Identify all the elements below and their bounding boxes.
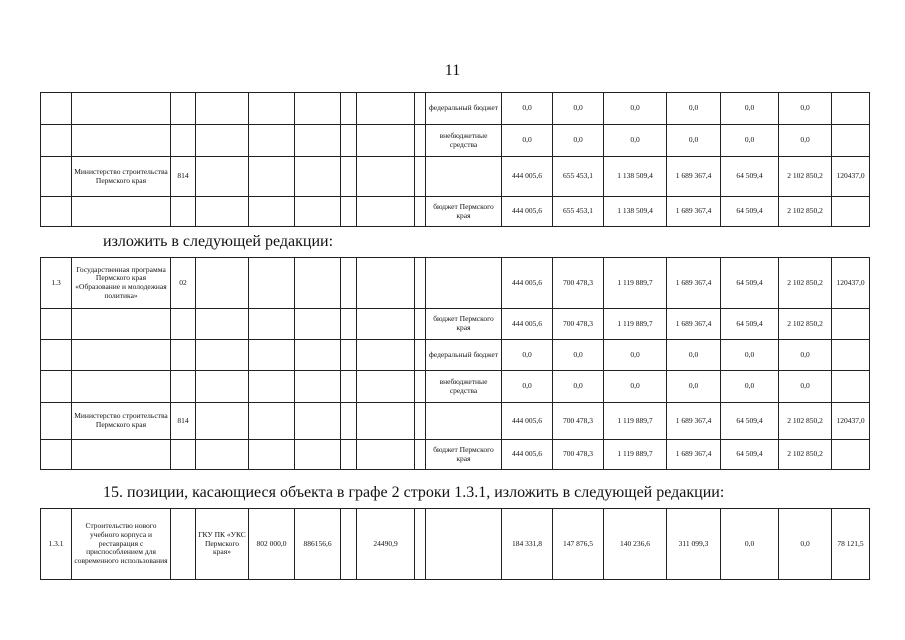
executor-cell: [196, 340, 249, 371]
value-cell-7: [832, 125, 870, 157]
value-cell-6: 0,0: [779, 509, 832, 580]
row-number-cell: [41, 340, 72, 371]
col7-cell: [341, 309, 357, 340]
funding-source-cell: федеральный бюджет: [426, 93, 502, 125]
col5-cell: [249, 197, 295, 227]
funding-source-cell: [426, 509, 502, 580]
value-cell-6: 2 102 850,2: [779, 440, 832, 470]
value-cell-6: 2 102 850,2: [779, 157, 832, 197]
col6-cell: [295, 125, 341, 157]
value-cell-4: 1 689 367,4: [667, 258, 721, 309]
value-cell-5: 0,0: [721, 125, 779, 157]
section-heading: изложить в следующей редакции:: [103, 233, 334, 250]
col8-cell: [357, 403, 415, 440]
col8-cell: [357, 340, 415, 371]
col7-cell: [341, 371, 357, 403]
value-cell-1: 444 005,6: [502, 157, 553, 197]
table-row: [41, 509, 870, 580]
value-cell-4: 1 689 367,4: [667, 157, 721, 197]
col7-cell: [341, 340, 357, 371]
col8-cell: 24490,9: [357, 509, 415, 580]
col8-cell: [357, 258, 415, 309]
value-cell-4: 1 689 367,4: [667, 403, 721, 440]
table-row: [41, 258, 870, 309]
row-number-cell: [41, 197, 72, 227]
value-cell-7: [832, 340, 870, 371]
code-cell: [171, 371, 196, 403]
value-cell-3: 1 119 889,7: [604, 403, 667, 440]
col9-cell: [415, 440, 426, 470]
value-cell-3: 140 236,6: [604, 509, 667, 580]
executor-cell: [196, 125, 249, 157]
value-cell-3: 1 119 889,7: [604, 309, 667, 340]
code-cell: [171, 93, 196, 125]
table-row: [41, 197, 870, 227]
value-cell-5: 64 509,4: [721, 309, 779, 340]
funding-source-cell: [426, 157, 502, 197]
value-cell-4: 0,0: [667, 371, 721, 403]
value-cell-1: 184 331,8: [502, 509, 553, 580]
col9-cell: [415, 125, 426, 157]
value-cell-2: 655 453,1: [553, 197, 604, 227]
row-number-cell: [41, 93, 72, 125]
name-cell: Министерство строительства Пермского края: [72, 157, 171, 197]
table-row: [41, 309, 870, 340]
col8-cell: [357, 440, 415, 470]
col7-cell: [341, 125, 357, 157]
value-cell-7: [832, 309, 870, 340]
col5-cell: [249, 440, 295, 470]
executor-cell: [196, 258, 249, 309]
row-number-cell: [41, 309, 72, 340]
value-cell-4: 311 099,3: [667, 509, 721, 580]
value-cell-7: [832, 93, 870, 125]
value-cell-2: 0,0: [553, 93, 604, 125]
col6-cell: [295, 258, 341, 309]
table-row: [41, 125, 870, 157]
value-cell-7: [832, 197, 870, 227]
col8-cell: [357, 197, 415, 227]
value-cell-5: 64 509,4: [721, 403, 779, 440]
value-cell-1: 0,0: [502, 340, 553, 371]
col7-cell: [341, 157, 357, 197]
funding-source-cell: бюджет Пермского края: [426, 197, 502, 227]
col9-cell: [415, 93, 426, 125]
code-cell: 814: [171, 157, 196, 197]
col8-cell: [357, 125, 415, 157]
executor-cell: [196, 157, 249, 197]
row-number-cell: [41, 403, 72, 440]
row-number-cell: 1.3: [41, 258, 72, 309]
col5-cell: [249, 125, 295, 157]
value-cell-6: 0,0: [779, 125, 832, 157]
table-row: [41, 93, 870, 125]
value-cell-4: 0,0: [667, 125, 721, 157]
value-cell-1: 444 005,6: [502, 309, 553, 340]
value-cell-2: 700 478,3: [553, 309, 604, 340]
col8-cell: [357, 157, 415, 197]
value-cell-5: 64 509,4: [721, 197, 779, 227]
funding-source-cell: бюджет Пермского края: [426, 440, 502, 470]
col9-cell: [415, 371, 426, 403]
executor-cell: [196, 309, 249, 340]
col5-cell: [249, 371, 295, 403]
name-cell: [72, 125, 171, 157]
code-cell: [171, 509, 196, 580]
executor-cell: [196, 371, 249, 403]
value-cell-2: 655 453,1: [553, 157, 604, 197]
code-cell: [171, 440, 196, 470]
value-cell-4: 1 689 367,4: [667, 440, 721, 470]
value-cell-1: 444 005,6: [502, 403, 553, 440]
value-cell-6: 0,0: [779, 340, 832, 371]
name-cell: Министерство строительства Пермского края: [72, 403, 171, 440]
col9-cell: [415, 340, 426, 371]
funding-source-cell: внебюджетные средства: [426, 125, 502, 157]
value-cell-7: 120437,0: [832, 258, 870, 309]
value-cell-4: 1 689 367,4: [667, 309, 721, 340]
executor-cell: [196, 440, 249, 470]
funding-source-cell: бюджет Пермского края: [426, 309, 502, 340]
table-row: [41, 440, 870, 470]
col9-cell: [415, 197, 426, 227]
value-cell-6: 0,0: [779, 371, 832, 403]
value-cell-2: 700 478,3: [553, 440, 604, 470]
code-cell: 02: [171, 258, 196, 309]
value-cell-6: 2 102 850,2: [779, 197, 832, 227]
col7-cell: [341, 403, 357, 440]
col9-cell: [415, 258, 426, 309]
value-cell-3: 0,0: [604, 371, 667, 403]
value-cell-3: 1 119 889,7: [604, 258, 667, 309]
row-number-cell: [41, 371, 72, 403]
col9-cell: [415, 509, 426, 580]
value-cell-5: 0,0: [721, 340, 779, 371]
executor-cell: [196, 93, 249, 125]
value-cell-5: 64 509,4: [721, 258, 779, 309]
funding-source-cell: [426, 403, 502, 440]
value-cell-1: 444 005,6: [502, 258, 553, 309]
value-cell-1: 0,0: [502, 125, 553, 157]
code-cell: [171, 309, 196, 340]
value-cell-3: 0,0: [604, 93, 667, 125]
col6-cell: [295, 340, 341, 371]
value-cell-1: 0,0: [502, 371, 553, 403]
value-cell-4: 0,0: [667, 340, 721, 371]
name-cell: [72, 93, 171, 125]
name-cell: [72, 340, 171, 371]
col8-cell: [357, 371, 415, 403]
row-number-cell: [41, 157, 72, 197]
code-cell: 814: [171, 403, 196, 440]
value-cell-6: 2 102 850,2: [779, 309, 832, 340]
value-cell-5: 0,0: [721, 509, 779, 580]
value-cell-1: 444 005,6: [502, 197, 553, 227]
col6-cell: [295, 157, 341, 197]
name-cell: Строительство нового учебного корпуса и реставрация с приспособлением для современного использования: [72, 509, 171, 580]
col6-cell: [295, 197, 341, 227]
value-cell-3: 1 119 889,7: [604, 440, 667, 470]
value-cell-7: 120437,0: [832, 157, 870, 197]
value-cell-3: 0,0: [604, 340, 667, 371]
value-cell-3: 0,0: [604, 125, 667, 157]
code-cell: [171, 340, 196, 371]
col7-cell: [341, 509, 357, 580]
value-cell-7: [832, 440, 870, 470]
col5-cell: [249, 340, 295, 371]
value-cell-5: 0,0: [721, 93, 779, 125]
row-number-cell: [41, 125, 72, 157]
value-cell-5: 0,0: [721, 371, 779, 403]
value-cell-6: 2 102 850,2: [779, 403, 832, 440]
code-cell: [171, 197, 196, 227]
col5-cell: [249, 157, 295, 197]
value-cell-6: 0,0: [779, 93, 832, 125]
value-cell-7: 120437,0: [832, 403, 870, 440]
col6-cell: [295, 93, 341, 125]
budget-table-new: [40, 257, 870, 470]
value-cell-6: 2 102 850,2: [779, 258, 832, 309]
col8-cell: [357, 93, 415, 125]
col6-cell: 886156,6: [295, 509, 341, 580]
value-cell-2: 700 478,3: [553, 258, 604, 309]
table-row: [41, 157, 870, 197]
value-cell-7: [832, 371, 870, 403]
col7-cell: [341, 93, 357, 125]
col9-cell: [415, 403, 426, 440]
col9-cell: [415, 309, 426, 340]
col5-cell: [249, 403, 295, 440]
col6-cell: [295, 309, 341, 340]
executor-cell: [196, 197, 249, 227]
col7-cell: [341, 258, 357, 309]
value-cell-7: 78 121,5: [832, 509, 870, 580]
col6-cell: [295, 371, 341, 403]
code-cell: [171, 125, 196, 157]
value-cell-2: 700 478,3: [553, 403, 604, 440]
value-cell-2: 0,0: [553, 371, 604, 403]
page-number: 11: [444, 62, 461, 79]
item-heading: 15. позиции, касающиеся объекта в графе 2 строки 1.3.1, изложить в следующей редакции:: [103, 484, 725, 501]
name-cell: [72, 440, 171, 470]
col6-cell: [295, 403, 341, 440]
value-cell-2: 0,0: [553, 340, 604, 371]
value-cell-3: 1 138 509,4: [604, 197, 667, 227]
table-row: [41, 403, 870, 440]
executor-cell: [196, 403, 249, 440]
col8-cell: [357, 309, 415, 340]
value-cell-2: 0,0: [553, 125, 604, 157]
name-cell: [72, 309, 171, 340]
value-cell-2: 147 876,5: [553, 509, 604, 580]
value-cell-5: 64 509,4: [721, 157, 779, 197]
col7-cell: [341, 440, 357, 470]
col9-cell: [415, 157, 426, 197]
col5-cell: [249, 258, 295, 309]
table-row: [41, 371, 870, 403]
value-cell-1: 444 005,6: [502, 440, 553, 470]
name-cell: [72, 197, 171, 227]
value-cell-4: 0,0: [667, 93, 721, 125]
value-cell-5: 64 509,4: [721, 440, 779, 470]
table-row: [41, 340, 870, 371]
col5-cell: [249, 93, 295, 125]
name-cell: Государственная программа Пермского края «Образование и молодежная политика»: [72, 258, 171, 309]
value-cell-1: 0,0: [502, 93, 553, 125]
col6-cell: [295, 440, 341, 470]
funding-source-cell: [426, 258, 502, 309]
budget-table-old: [40, 92, 870, 227]
executor-cell: ГКУ ПК «УКС Пермского края»: [196, 509, 249, 580]
funding-source-cell: федеральный бюджет: [426, 340, 502, 371]
value-cell-4: 1 689 367,4: [667, 197, 721, 227]
col7-cell: [341, 197, 357, 227]
name-cell: [72, 371, 171, 403]
col5-cell: 802 000,0: [249, 509, 295, 580]
col5-cell: [249, 309, 295, 340]
funding-source-cell: внебюджетные средства: [426, 371, 502, 403]
row-number-cell: [41, 440, 72, 470]
object-table: [40, 508, 870, 580]
value-cell-3: 1 138 509,4: [604, 157, 667, 197]
row-number-cell: 1.3.1: [41, 509, 72, 580]
